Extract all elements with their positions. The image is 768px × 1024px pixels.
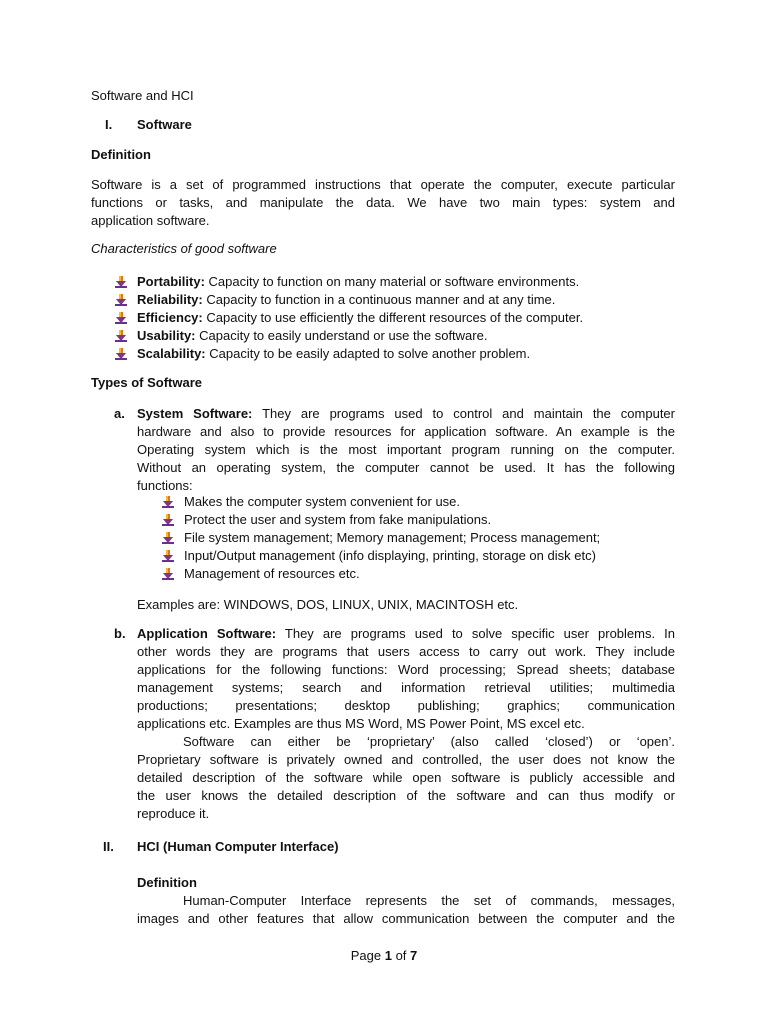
application-software-line: management systems; search and information retrieval utilities; multimedia xyxy=(137,680,675,695)
application-software-line: applications for the following functions: Word processing; Spread sheets; database xyxy=(137,662,675,677)
application-software-line: applications etc. Examples are thus MS Word, MS Power Point, MS excel etc. xyxy=(137,716,585,731)
page-footer xyxy=(0,947,768,965)
software-types-line: detailed description of the software while open software is publicly accessible and xyxy=(137,770,675,785)
hci-definition-line: images and other features that allow communication between the computer and the xyxy=(137,911,675,926)
document-title: Software and HCI xyxy=(91,88,194,103)
system-software-line: functions: xyxy=(137,478,193,493)
hci-definition-line: Human-Computer Interface represents the set of commands, messages, xyxy=(183,893,675,908)
footer-of-word: of xyxy=(395,948,407,963)
arrow-bullet-icon xyxy=(162,568,174,580)
types-heading: Types of Software xyxy=(91,375,203,390)
system-software-line: Without an operating system, the computer cannot be used. It has the following xyxy=(137,460,675,475)
section-2-heading: HCI (Human Computer Interface) xyxy=(137,839,339,854)
definition-heading: Definition xyxy=(91,147,151,162)
footer-page-number: 1 xyxy=(384,948,392,963)
arrow-bullet-icon xyxy=(115,294,127,306)
arrow-bullet-icon xyxy=(115,276,127,288)
footer-page-total: 7 xyxy=(410,948,418,963)
section-2-numeral: II. xyxy=(103,839,114,854)
examples-line: Examples are: WINDOWS, DOS, LINUX, UNIX, MACINTOSH etc. xyxy=(137,597,519,612)
definition-line: Software is a set of programmed instructions that operate the computer, execute particular xyxy=(91,177,675,192)
application-software-line: other words they are programs that users access to carry out work. They include xyxy=(137,644,675,659)
function-item: File system management; Memory management; Process management; xyxy=(184,530,601,545)
characteristic-item: Reliability: Capacity to function in a continuous manner and at any time. xyxy=(137,292,556,307)
software-types-line: Software can either be ‘proprietary’ (also called ‘closed’) or ‘open’. xyxy=(183,734,675,749)
function-item: Management of resources etc. xyxy=(184,566,360,581)
function-item: Protect the user and system from fake manipulations. xyxy=(184,512,492,527)
list-marker-a: a. xyxy=(114,406,125,421)
arrow-bullet-icon xyxy=(162,550,174,562)
arrow-bullet-icon xyxy=(162,514,174,526)
software-types-line: reproduce it. xyxy=(137,806,210,821)
list-marker-b: b. xyxy=(114,626,126,641)
footer-page-word: Page xyxy=(350,948,382,963)
system-software-line: hardware and also to provide resources for application software. An example is the xyxy=(137,424,675,439)
section-1-numeral: I. xyxy=(105,117,113,132)
application-software-line: Application Software: They are programs used to solve specific user problems. In xyxy=(137,626,675,641)
characteristics-heading: Characteristics of good software xyxy=(91,241,277,256)
characteristic-item: Portability: Capacity to function on many material or software environments. xyxy=(137,274,580,289)
arrow-bullet-icon xyxy=(115,330,127,342)
definition-line: functions or tasks, and manipulate the data. We have two main types: system and xyxy=(91,195,675,210)
characteristic-item: Usability: Capacity to easily understand or use the software. xyxy=(137,328,488,343)
characteristic-item: Scalability: Capacity to be easily adapted to solve another problem. xyxy=(137,346,531,361)
arrow-bullet-icon xyxy=(115,312,127,324)
arrow-bullet-icon xyxy=(115,348,127,360)
function-item: Input/Output management (info displaying, printing, storage on disk etc) xyxy=(184,548,596,563)
definition-line: application software. xyxy=(91,213,210,228)
characteristic-item: Efficiency: Capacity to use efficiently the different resources of the computer. xyxy=(137,310,584,325)
arrow-bullet-icon xyxy=(162,496,174,508)
software-types-line: Proprietary software is privately owned and controlled, the user does not know the xyxy=(137,752,675,767)
arrow-bullet-icon xyxy=(162,532,174,544)
hci-definition-heading: Definition xyxy=(137,875,197,890)
software-types-line: the user knows the detailed description of the software and can thus modify or xyxy=(137,788,675,803)
system-software-line: Operating system which is the most important program running on the computer. xyxy=(137,442,675,457)
application-software-line: productions; presentations; desktop publishing; graphics; communication xyxy=(137,698,675,713)
function-item: Makes the computer system convenient for use. xyxy=(184,494,461,509)
system-software-line: System Software: They are programs used to control and maintain the computer xyxy=(137,406,675,421)
section-1-heading: Software xyxy=(137,117,192,132)
